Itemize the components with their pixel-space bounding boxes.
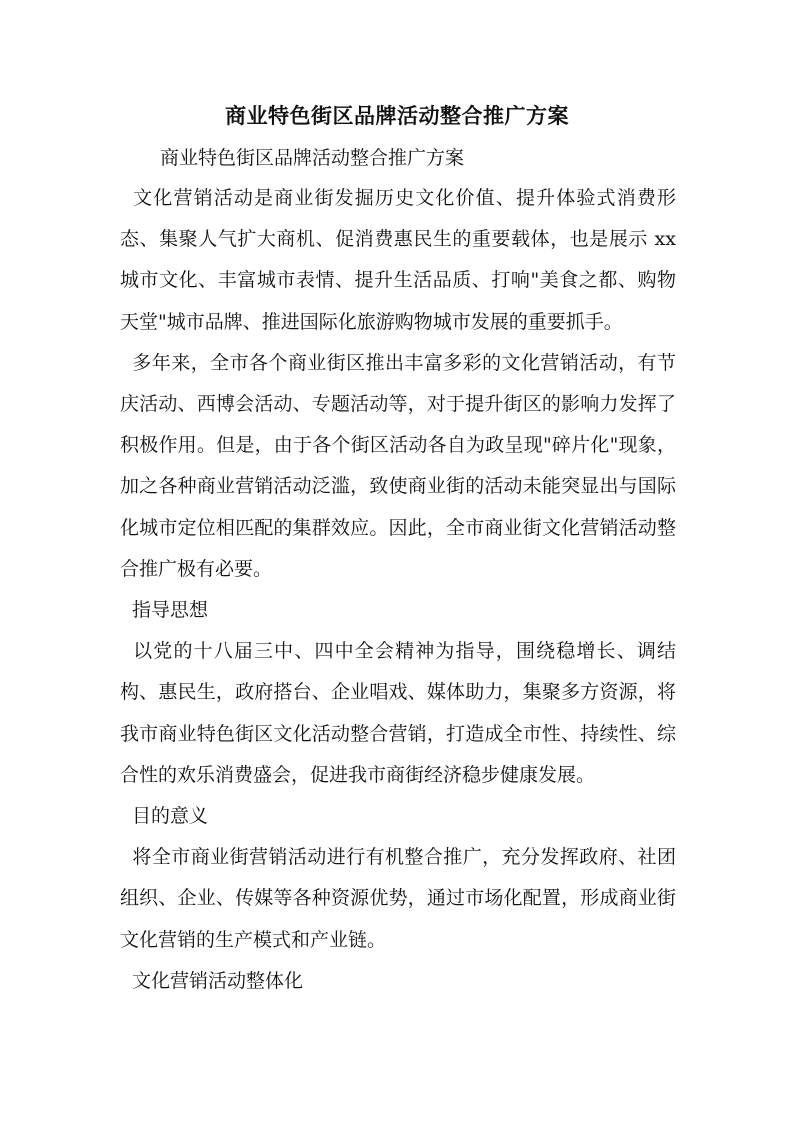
paragraph-purpose-text: 将全市商业街营销活动进行有机整合推广，充分发挥政府、社团组织、企业、传媒等各种资源优势，通过市场化配置，形成商业街文化营销的生产模式和产业链。	[120, 846, 676, 951]
document-body	[120, 178, 676, 1002]
paragraph-guiding-ideology	[120, 631, 676, 796]
paragraph-intro-text: 文化营销活动是商业街发掘历史文化价值、提升体验式消费形态、集聚人气扩大商机、促消费惠民生的重要载体，也是展示 xx 城市文化、丰富城市表情、提升生活品质、打响"美食之都、购物天堂"城市品牌、推进国际化旅游购物城市发展的重要抓手。	[120, 187, 676, 333]
heading-purpose-text: 目的意义	[132, 805, 209, 828]
paragraph-guiding-ideology-text: 以党的十八届三中、四中全会精神为指导，围绕稳增长、调结构、惠民生，政府搭台、企业唱戏、媒体助力，集聚多方资源，将我市商业特色街区文化活动整合营销，打造成全市性、持续性、综合性的欢乐消费盛会，促进我市商街经济稳步健康发展。	[120, 640, 676, 786]
heading-guiding-ideology-text: 指导思想	[132, 599, 209, 622]
heading-integration	[120, 961, 676, 1002]
paragraph-history-text: 多年来，全市各个商业街区推出丰富多彩的文化营销活动，有节庆活动、西博会活动、专题活动等，对于提升街区的影响力发挥了积极作用。但是，由于各个街区活动各自为政呈现"碎片化"现象，加之各种商业营销活动泛滥，致使商业街的活动未能突显出与国际化城市定位相匹配的集群效应。因此，全市商业街文化营销活动整合推广极有必要。	[120, 351, 676, 580]
document-title: 商业特色街区品牌活动整合推广方案	[225, 103, 569, 128]
heading-guiding-ideology	[120, 590, 676, 631]
heading-integration-text: 文化营销活动整体化	[132, 969, 304, 992]
paragraph-purpose	[120, 837, 676, 961]
document-subtitle: 商业特色街区品牌活动整合推广方案	[160, 147, 465, 169]
heading-purpose	[120, 796, 676, 837]
paragraph-history	[120, 343, 676, 590]
paragraph-intro	[120, 178, 676, 343]
